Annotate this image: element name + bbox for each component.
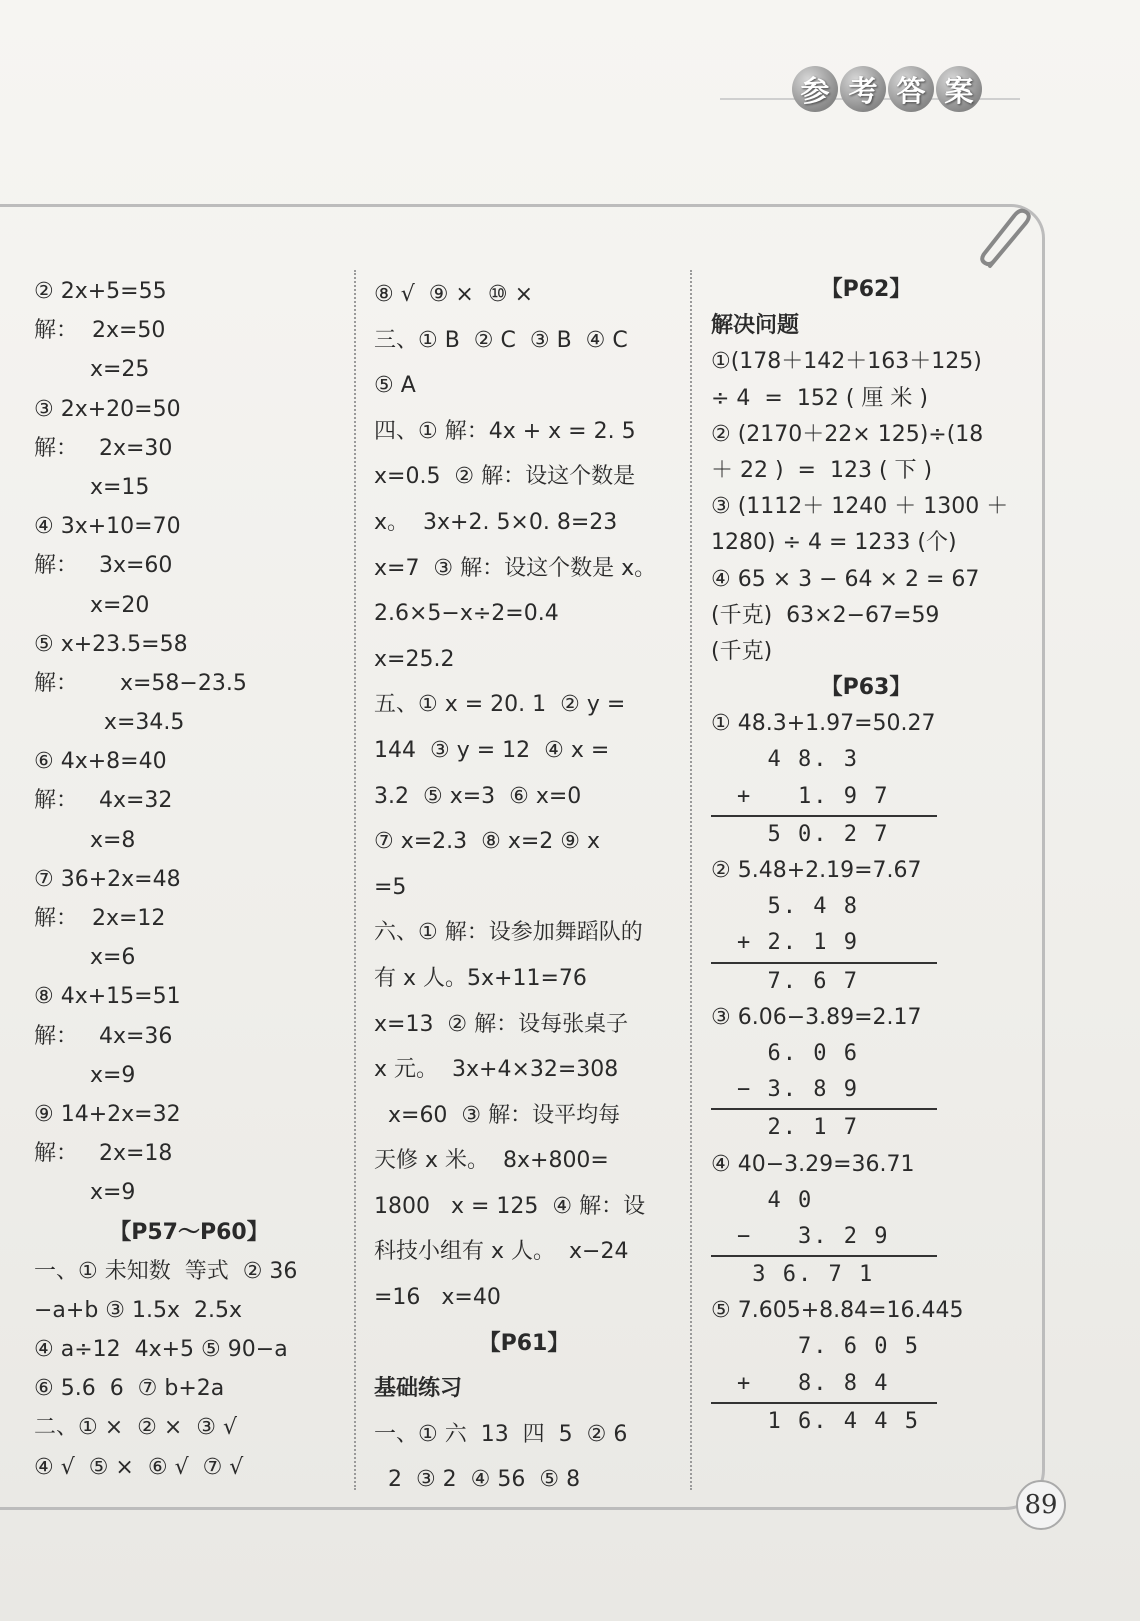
answer-line: ⑤ A xyxy=(374,373,416,399)
answer-line: −a+b ③ 1.5x 2.5x xyxy=(34,1297,243,1323)
answer-line: ④ 3x+10=70 xyxy=(34,514,181,540)
badge-char: 答 xyxy=(888,66,934,112)
answer-line: 科技小组有 x 人。 x−24 xyxy=(374,1239,629,1265)
answer-line: 【P61】 xyxy=(478,1330,570,1356)
answer-line: 2 ③ 2 ④ 56 ⑤ 8 xyxy=(374,1467,581,1493)
answer-line: ④ 40−3.29=36.71 xyxy=(711,1151,915,1177)
answer-line: 解： 2x=30 xyxy=(34,435,173,461)
badge-char: 案 xyxy=(936,66,982,112)
answer-line: x。 3x+2. 5×0. 8=23 xyxy=(374,509,618,535)
answer-line: x=9 xyxy=(34,1180,136,1206)
answer-line: ② 2x+5=55 xyxy=(34,279,167,304)
answer-line: + 1. 9 7 xyxy=(711,779,937,817)
answer-line: 3.2 ⑤ x=3 ⑥ x=0 xyxy=(374,783,582,809)
answer-line: (千克) 63×2−67=59 xyxy=(711,602,940,628)
answer-line: 1280) ÷ 4 = 1233 (个) xyxy=(711,530,957,556)
answer-line: 二、① × ② × ③ √ xyxy=(34,1415,238,1441)
answer-line: x=15 xyxy=(34,474,150,500)
answer-line: 6. 0 6 xyxy=(737,1040,859,1066)
answer-line: 5 0. 2 7 xyxy=(737,821,890,847)
answer-line: 天修 x 米。 8x+800= xyxy=(374,1148,609,1174)
answer-line: − 3. 8 9 xyxy=(711,1072,937,1110)
badge-char: 考 xyxy=(840,66,886,112)
answer-line: ② (2170＋22× 125)÷(18 xyxy=(711,421,984,447)
answer-line: 解： x=58−23.5 xyxy=(34,670,247,696)
answer-line: x=25 xyxy=(34,357,150,383)
answer-line: 解： 2x=50 xyxy=(34,318,166,344)
answer-line: x=9 xyxy=(34,1062,136,1088)
answer-line: ＋ 22 ) = 123 ( 下 ) xyxy=(711,457,933,483)
answer-column-1 xyxy=(34,272,344,1487)
answer-line: ④ a÷12 4x+5 ⑤ 90−a xyxy=(34,1337,288,1363)
answer-line: 一、① 未知数 等式 ② 36 xyxy=(34,1258,298,1284)
answer-line: 四、① 解：4x + x = 2. 5 xyxy=(374,418,636,444)
answer-line: 【P63】 xyxy=(820,675,912,701)
answer-line: x=60 ③ 解：设平均每 xyxy=(374,1102,621,1128)
answer-line: x=6 xyxy=(34,945,136,971)
answer-line: 7. 6 0 5 xyxy=(737,1334,920,1360)
answer-line: ③ (1112＋ 1240 ＋ 1300 ＋ xyxy=(711,494,1009,520)
answer-column-2 xyxy=(374,272,674,1503)
column-divider xyxy=(690,270,692,1490)
answer-line: ⑦ x=2.3 ⑧ x=2 ⑨ x xyxy=(374,829,601,855)
paperclip-icon xyxy=(970,206,1040,276)
answer-line: ④ √ ⑤ × ⑥ √ ⑦ √ xyxy=(34,1454,244,1480)
answer-line: x=34.5 xyxy=(34,710,185,736)
answer-line: ÷ 4 = 152 ( 厘 米 ) xyxy=(711,385,928,411)
answer-line: − 3. 2 9 xyxy=(711,1219,937,1257)
answer-line: ④ 65 × 3 − 64 × 2 = 67 xyxy=(711,566,980,592)
answer-line: 【P57～P60】 xyxy=(109,1219,269,1245)
answer-line: ⑧ 4x+15=51 xyxy=(34,984,181,1010)
answer-line: 2.6×5−x÷2=0.4 xyxy=(374,601,559,627)
answer-line: 解： 4x=36 xyxy=(34,1023,173,1049)
answer-line: + 2. 1 9 xyxy=(711,925,937,963)
header-badge xyxy=(792,66,982,112)
answer-line: 六、① 解：设参加舞蹈队的 xyxy=(374,920,643,946)
answer-line: 7. 6 7 xyxy=(737,968,859,994)
answer-line: x=7 ③ 解：设这个数是 x。 xyxy=(374,555,657,581)
answer-line: x=25.2 xyxy=(374,646,455,672)
answer-line: ① 48.3+1.97=50.27 xyxy=(711,711,936,737)
answer-line: ①(178＋142＋163＋125) xyxy=(711,349,982,375)
answer-line: ⑨ 14+2x=32 xyxy=(34,1101,181,1127)
badge-char: 参 xyxy=(792,66,838,112)
answer-line: x=13 ② 解：设每张桌子 xyxy=(374,1011,629,1037)
answer-line: =16 x=40 xyxy=(374,1285,501,1311)
answer-line: 有 x 人。5x+11=76 xyxy=(374,965,587,991)
answer-line: x 元。 3x+4×32=308 xyxy=(374,1057,619,1083)
answer-line: ⑤ 7.605+8.84=16.445 xyxy=(711,1298,964,1324)
answer-line: 解： 4x=32 xyxy=(34,788,173,814)
answer-line: 解： 2x=12 xyxy=(34,906,166,931)
answer-line: 1 6. 4 4 5 xyxy=(737,1408,920,1434)
answer-line: 解决问题 xyxy=(711,313,800,339)
answer-line: ② 5.48+2.19=7.67 xyxy=(711,858,922,883)
answer-line: ⑤ x+23.5=58 xyxy=(34,631,188,657)
answer-line: + 8. 8 4 xyxy=(711,1366,937,1404)
answer-line: 3 6. 7 1 xyxy=(737,1262,875,1288)
answer-line: 解： 3x=60 xyxy=(34,553,173,579)
answer-line: 五、① x = 20. 1 ② y = xyxy=(374,692,626,718)
answer-line: x=8 xyxy=(34,827,136,853)
answer-line: 三、① B ② C ③ B ④ C xyxy=(374,327,628,353)
answer-line: 5. 4 8 xyxy=(737,894,859,920)
answer-line: 解： 2x=18 xyxy=(34,1141,173,1167)
answer-line: ③ 6.06−3.89=2.17 xyxy=(711,1004,922,1030)
answer-line: x=20 xyxy=(34,592,150,618)
answer-line: (千克) xyxy=(711,638,773,664)
answer-column-3 xyxy=(711,272,1021,1440)
answer-line: ⑦ 36+2x=48 xyxy=(34,866,181,892)
answer-line: 144 ③ y = 12 ④ x = xyxy=(374,737,610,763)
column-divider xyxy=(354,270,356,1490)
answer-line: ③ 2x+20=50 xyxy=(34,396,181,422)
answer-line: 4 0 xyxy=(737,1187,814,1213)
answer-line: 1800 x = 125 ④ 解：设 xyxy=(374,1193,646,1219)
page-number: 89 xyxy=(1016,1480,1066,1530)
answer-line: 【P62】 xyxy=(820,277,912,302)
answer-line: =5 xyxy=(374,874,407,900)
answer-line: 基础练习 xyxy=(374,1376,463,1402)
answer-line: 一、① 六 13 四 5 ② 6 xyxy=(374,1421,628,1447)
answer-line: 4 8. 3 xyxy=(737,747,859,773)
answer-line: x=0.5 ② 解：设这个数是 xyxy=(374,464,636,490)
answer-line: 2. 1 7 xyxy=(737,1115,859,1141)
answer-line: ⑥ 5.6 6 ⑦ b+2a xyxy=(34,1376,225,1402)
answer-line: ⑥ 4x+8=40 xyxy=(34,749,167,775)
answer-line: ⑧ √ ⑨ × ⑩ × xyxy=(374,282,534,307)
